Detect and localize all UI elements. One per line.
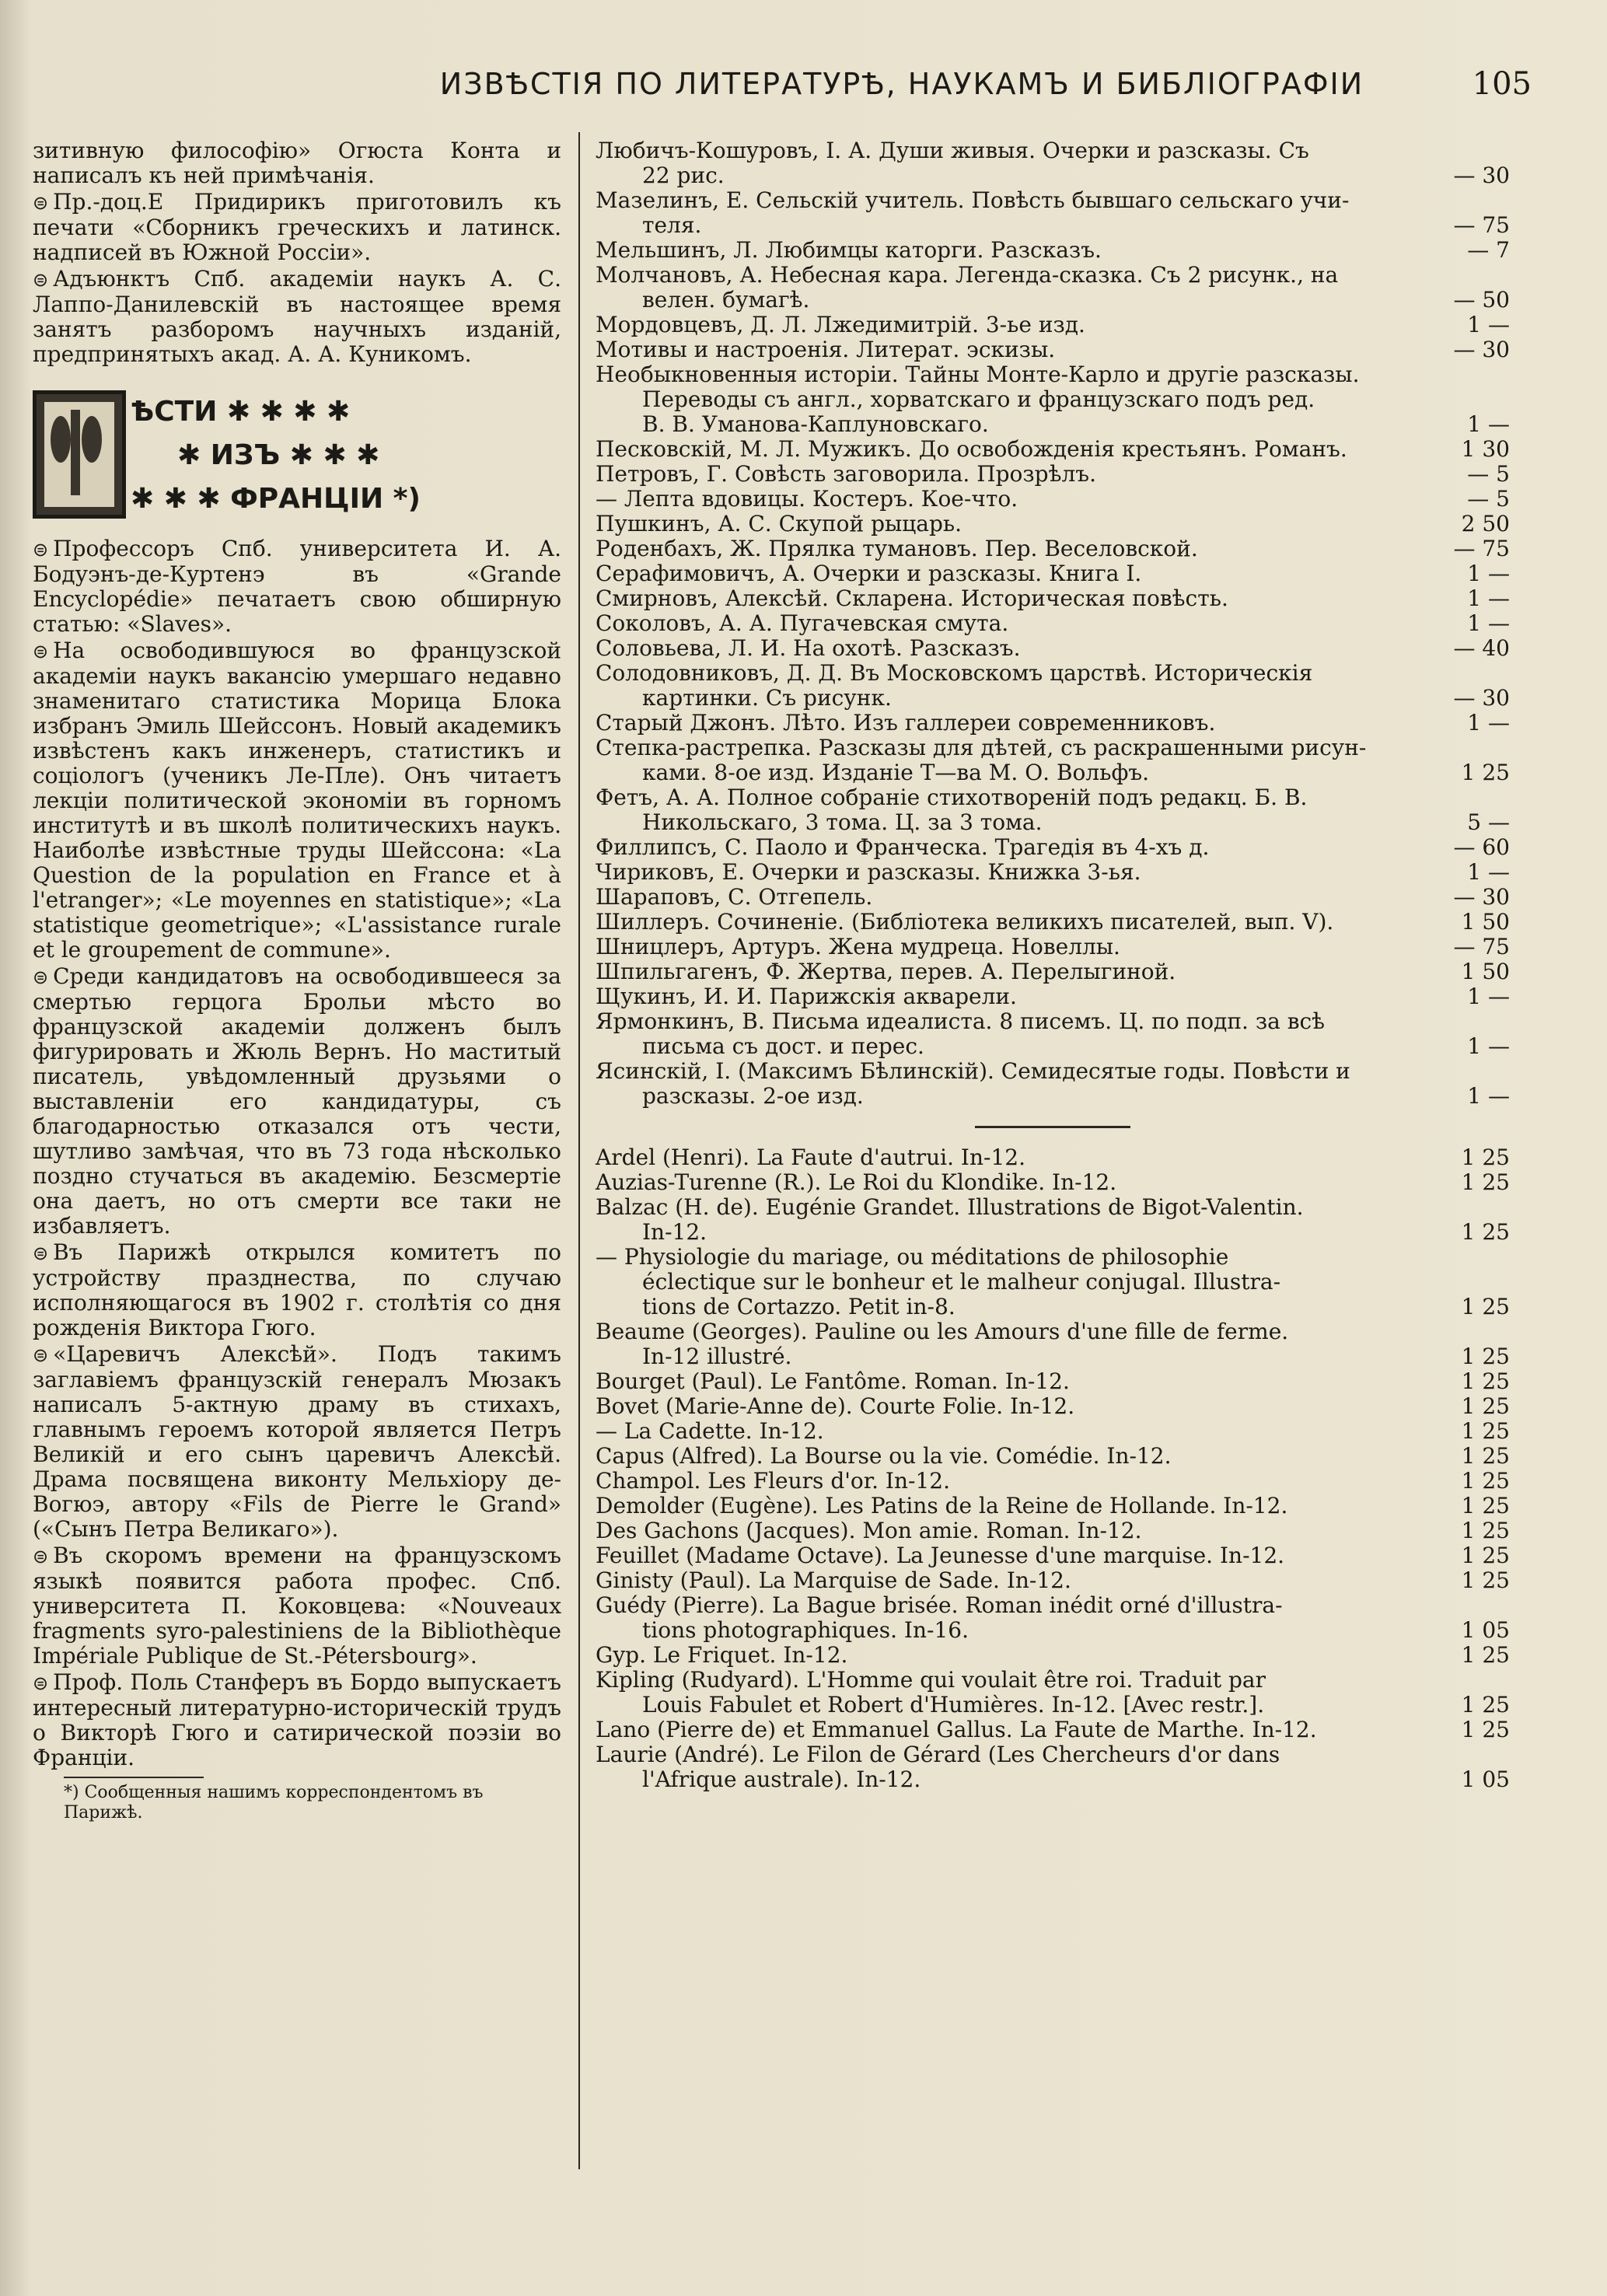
paragraph-text: Въ скоромъ времени на французскомъ языкѣ появится работа профес. Спб. университета П. Коковцева: «Nouveaux fragments syro-palestiniens de la Bibliothèque Impériale Publique de St.-Pétersbourg». bbox=[33, 1543, 561, 1669]
heading-line-3: ✱ ✱ ✱ ФРАНЦІИ *) bbox=[131, 483, 421, 515]
book-entry-line: Мазелинъ, Е. Сельскій учитель. Повѣсть бывшаго сельскаго учи- bbox=[596, 187, 1350, 213]
book-price: 1 25 bbox=[1461, 1717, 1510, 1742]
book-price: 1 25 bbox=[1461, 1518, 1510, 1543]
book-entry bbox=[596, 935, 1510, 959]
book-entry-line: Молчановъ, А. Небесная кара. Легенда-сказка. Съ 2 рисунк., на bbox=[596, 262, 1339, 288]
book-entry-line: Пушкинъ, А. С. Скупой рыцарь. bbox=[596, 511, 962, 536]
book-entry bbox=[596, 1718, 1510, 1742]
book-price: — 75 bbox=[1453, 934, 1510, 959]
book-entry bbox=[596, 1245, 1510, 1319]
book-entry-line: — La Cadette. In-12. bbox=[596, 1418, 824, 1444]
book-price: — 30 bbox=[1453, 685, 1510, 711]
bullet-icon: ⊜ bbox=[33, 1242, 49, 1264]
book-price: — 60 bbox=[1453, 834, 1510, 860]
book-entry-line: Чириковъ, Е. Очерки и разсказы. Книжка 3-ья. bbox=[596, 859, 1141, 885]
news-paragraph bbox=[33, 138, 561, 188]
book-price: — 50 bbox=[1453, 287, 1510, 313]
book-entry bbox=[596, 1369, 1510, 1394]
book-price: 1 25 bbox=[1461, 1692, 1510, 1718]
book-entry bbox=[596, 959, 1510, 984]
book-entry-line: Соловьева, Л. И. На охотѣ. Разсказъ. bbox=[596, 635, 1021, 661]
paragraph-text: На освободившуюся во французской академіи наукъ вакансію умершаго недавно знаменитаго статистика Морица Блока избранъ Эмиль Шейссонъ. Новый академикъ извѣстенъ какъ инженеръ, статистикъ и соціологъ (ученикъ Ле-Пле). Онъ читаетъ лекціи политической экономіи въ горномъ институтѣ и въ школѣ политическихъ наукъ. Наиболѣе извѣстные труды Шейссона: «La Question de la population en France et à l'etranger»; «Le moyennes en statistique»; «La statistique geometrique»; «L'assistance rurale et le groupement de commune». bbox=[33, 638, 561, 963]
book-entry bbox=[596, 1643, 1510, 1668]
book-entry-line: Петровъ, Г. Совѣсть заговорила. Прозрѣлъ. bbox=[596, 461, 1096, 487]
book-entry bbox=[596, 1059, 1510, 1109]
book-price: 1 — bbox=[1467, 411, 1510, 437]
book-entry-line: Мотивы и настроенія. Литерат. эскизы. bbox=[596, 337, 1056, 362]
book-entry-line: велен. бумагѣ. bbox=[642, 287, 810, 313]
book-entry-line: Смирновъ, Алексѣй. Скларена. Историческая повѣсть. bbox=[596, 585, 1228, 611]
book-price: — 30 bbox=[1453, 884, 1510, 910]
book-entry bbox=[596, 835, 1510, 860]
book-price: 1 25 bbox=[1461, 1418, 1510, 1444]
heading-line-2: ✱ ИЗЪ ✱ ✱ ✱ bbox=[177, 439, 380, 471]
book-entry bbox=[596, 1394, 1510, 1419]
bullet-icon: ⊜ bbox=[33, 192, 49, 214]
french-book-list bbox=[596, 1145, 1510, 1792]
book-entry-line: Роденбахъ, Ж. Прялка тумановъ. Пер. Веселовской. bbox=[596, 536, 1198, 561]
book-entry-line: Ardel (Henri). La Faute d'autrui. In-12. bbox=[596, 1145, 1025, 1170]
book-entry-line: Шараповъ, С. Отгепель. bbox=[596, 884, 873, 910]
book-entry bbox=[596, 1009, 1510, 1059]
book-entry-line: Ярмонкинъ, В. Письма идеалиста. 8 писемъ. Ц. по подп. за всѣ bbox=[596, 1008, 1326, 1034]
book-price: 1 — bbox=[1467, 710, 1510, 736]
book-entry-line: Bovet (Marie-Anne de). Courte Folie. In-12. bbox=[596, 1393, 1075, 1419]
book-entry bbox=[596, 337, 1510, 362]
book-entry bbox=[596, 1518, 1510, 1543]
book-entry bbox=[596, 1742, 1510, 1792]
book-entry-line: Шпильгагенъ, Ф. Жертва, перев. А. Перелыгиной. bbox=[596, 959, 1176, 984]
paragraph-text: Проф. Поль Станферъ въ Бордо выпускаетъ интересный литературно-историческій трудъ о Викторѣ Гюго и сатирической поэзіи во Франціи. bbox=[33, 1669, 561, 1770]
bullet-icon: ⊜ bbox=[33, 1546, 49, 1567]
paragraph-text: зитивную философію» Огюста Конта и написалъ къ ней примѣчанія. bbox=[33, 138, 561, 188]
book-entry bbox=[596, 487, 1510, 512]
book-entry-line: Фетъ, А. А. Полное собраніе стихотвореній подъ редакц. Б. В. bbox=[596, 785, 1308, 810]
book-price: — 40 bbox=[1453, 635, 1510, 661]
book-price: 1 25 bbox=[1461, 1294, 1510, 1319]
paragraph-text: Пр.-доц.Е Придирикъ приготовилъ къ печати «Сборникъ греческихъ и латинск. надписей въ Южной Россіи». bbox=[33, 189, 561, 265]
book-entry-line: Beaume (Georges). Pauline ou les Amours d'une fille de ferme. bbox=[596, 1319, 1289, 1344]
book-entry bbox=[596, 636, 1510, 661]
book-entry bbox=[596, 1419, 1510, 1444]
book-entry-line: Demolder (Eugène). Les Patins de la Reine de Hollande. In-12. bbox=[596, 1493, 1288, 1518]
book-price: 1 — bbox=[1467, 561, 1510, 586]
book-entry-line: Шницлеръ, Артуръ. Жена мудреца. Новеллы. bbox=[596, 934, 1120, 959]
book-entry-line: Laurie (André). Le Filon de Gérard (Les Chercheurs d'or dans bbox=[596, 1742, 1280, 1767]
book-entry bbox=[596, 785, 1510, 835]
news-paragraph bbox=[33, 638, 561, 963]
book-entry-line: tions de Cortazzo. Petit in-8. bbox=[642, 1294, 955, 1319]
book-price: 1 25 bbox=[1461, 1368, 1510, 1394]
news-paragraph bbox=[33, 1543, 561, 1669]
book-price: 5 — bbox=[1467, 809, 1510, 835]
paragraph-text: Профессоръ Спб. университета И. А. Бодуэнъ-де-Куртенэ въ «Grande Encyclopédie» печатаетъ свою обширную статью: «Slaves». bbox=[33, 536, 561, 637]
news-paragraph bbox=[33, 1342, 561, 1542]
book-entry bbox=[596, 661, 1510, 711]
right-column bbox=[596, 138, 1510, 1792]
column-divider bbox=[578, 132, 580, 2169]
book-price: 1 — bbox=[1467, 859, 1510, 885]
news-paragraph bbox=[33, 1240, 561, 1340]
book-price: 1 25 bbox=[1461, 1543, 1510, 1568]
book-entry-line: Balzac (H. de). Eugénie Grandet. Illustrations de Bigot-Valentin. bbox=[596, 1194, 1304, 1220]
book-entry-line: Мельшинъ, Л. Любимцы каторги. Разсказъ. bbox=[596, 237, 1102, 263]
paragraph-text: «Царевичъ Алексѣй». Подъ такимъ заглавіемъ французскій генералъ Мюзакъ написалъ 5-актную драму въ стихахъ, главнымъ героемъ которой является Петръ Великій и его сынъ царевичъ Алексѣй. Драма посвящена виконту Мельхіору де-Вогюэ, автору «Fils de Pierre le Grand» («Сынъ Петра Великаго»). bbox=[33, 1341, 561, 1542]
book-entry bbox=[596, 1319, 1510, 1369]
book-entry-line: Филлипсъ, С. Паоло и Франческа. Трагедія въ 4-хъ д. bbox=[596, 834, 1210, 860]
book-entry bbox=[596, 512, 1510, 536]
book-price: 1 50 bbox=[1461, 959, 1510, 984]
book-entry-line: Песковскій, М. Л. Мужикъ. До освобожденія крестьянъ. Романъ. bbox=[596, 436, 1347, 462]
book-entry-line: Des Gachons (Jacques). Mon amie. Roman. In-12. bbox=[596, 1518, 1142, 1543]
book-entry bbox=[596, 238, 1510, 263]
book-price: 1 — bbox=[1467, 1033, 1510, 1059]
book-price: 1 30 bbox=[1461, 436, 1510, 462]
book-entry bbox=[596, 1469, 1510, 1494]
book-price: 1 25 bbox=[1461, 1169, 1510, 1195]
book-price: 1 — bbox=[1467, 984, 1510, 1009]
ornamental-initial-icon bbox=[33, 390, 126, 519]
book-entry bbox=[596, 1195, 1510, 1245]
book-price: — 7 bbox=[1467, 237, 1510, 263]
book-entry bbox=[596, 188, 1510, 238]
bullet-icon: ⊜ bbox=[33, 966, 49, 988]
book-entry bbox=[596, 586, 1510, 611]
book-entry-line: Любичъ-Кошуровъ, І. А. Души живыя. Очерки и разсказы. Съ bbox=[596, 138, 1309, 163]
book-price: 1 25 bbox=[1461, 1393, 1510, 1419]
book-price: — 30 bbox=[1453, 163, 1510, 188]
page-number: 105 bbox=[1472, 66, 1532, 102]
book-entry bbox=[596, 910, 1510, 935]
book-entry-line: Feuillet (Madame Octave). La Jeunesse d'une marquise. In-12. bbox=[596, 1543, 1285, 1568]
book-entry-line: éclectique sur le bonheur et le malheur conjugal. Illustra- bbox=[642, 1269, 1281, 1295]
book-price: 1 05 bbox=[1461, 1767, 1510, 1792]
book-entry bbox=[596, 885, 1510, 910]
book-price: 1 50 bbox=[1461, 909, 1510, 935]
book-price: 1 — bbox=[1467, 585, 1510, 611]
book-entry-line: Champol. Les Fleurs d'or. In-12. bbox=[596, 1468, 950, 1494]
book-price: — 75 bbox=[1453, 536, 1510, 561]
book-entry-line: Capus (Alfred). La Bourse ou la vie. Comédie. In-12. bbox=[596, 1443, 1172, 1469]
book-entry-line: разсказы. 2-ое изд. bbox=[642, 1083, 864, 1109]
book-entry-line: — Лепта вдовицы. Костеръ. Кое-что. bbox=[596, 486, 1018, 512]
book-entry bbox=[596, 263, 1510, 313]
footnote-rule bbox=[64, 1777, 204, 1778]
book-entry-line: — Physiologie du mariage, ou méditations de philosophie bbox=[596, 1244, 1229, 1270]
book-price: 1 25 bbox=[1461, 1642, 1510, 1668]
book-entry-line: Щукинъ, И. И. Парижскія акварели. bbox=[596, 984, 1017, 1009]
bullet-icon: ⊜ bbox=[33, 269, 49, 291]
book-entry-line: ками. 8-ое изд. Изданіе Т—ва М. О. Вольфъ. bbox=[642, 760, 1150, 785]
book-entry-line: Старый Джонъ. Лѣто. Изъ галлереи современниковъ. bbox=[596, 710, 1216, 736]
bullet-icon: ⊜ bbox=[33, 539, 49, 561]
news-paragraph bbox=[33, 964, 561, 1239]
book-entry-line: Никольскаго, 3 тома. Ц. за 3 тома. bbox=[642, 809, 1043, 835]
book-entry-line: Auzias-Turenne (R.). Le Roi du Klondike. In-12. bbox=[596, 1169, 1117, 1195]
book-entry bbox=[596, 138, 1510, 188]
book-entry-line: Переводы съ англ., хорватскаго и французскаго подъ ред. bbox=[642, 386, 1315, 412]
book-entry-line: письма съ дост. и перес. bbox=[642, 1033, 924, 1059]
paragraph-text: Адъюнктъ Спб. академіи наукъ А. С. Лаппо-Данилевскій въ настоящее время занятъ разборомъ научныхъ изданій, предпринятыхъ акад. А. А. Куникомъ. bbox=[33, 266, 561, 367]
left-bottom-paragraphs bbox=[33, 536, 561, 1770]
book-entry-line: 22 рис. bbox=[642, 163, 725, 188]
book-price: — 5 bbox=[1467, 486, 1510, 512]
book-entry bbox=[596, 1494, 1510, 1518]
book-price: 1 25 bbox=[1461, 1567, 1510, 1593]
book-entry-line: In-12 illustré. bbox=[642, 1344, 792, 1369]
book-price: 1 — bbox=[1467, 312, 1510, 337]
book-entry-line: Bourget (Paul). Le Fantôme. Roman. In-12. bbox=[596, 1368, 1070, 1394]
book-entry bbox=[596, 1593, 1510, 1643]
book-entry-line: В. В. Уманова-Каплуновскаго. bbox=[642, 411, 989, 437]
book-entry-line: l'Afrique australe). In-12. bbox=[642, 1767, 921, 1792]
book-entry bbox=[596, 1568, 1510, 1593]
left-top-paragraphs bbox=[33, 138, 561, 367]
book-entry-line: Степка-растрепка. Разсказы для дѣтей, съ раскрашенными рисун- bbox=[596, 735, 1367, 760]
book-price: — 30 bbox=[1453, 337, 1510, 362]
book-entry-line: Серафимовичъ, А. Очерки и разсказы. Книга І. bbox=[596, 561, 1142, 586]
book-entry bbox=[596, 711, 1510, 736]
book-entry bbox=[596, 437, 1510, 462]
book-price: 1 — bbox=[1467, 610, 1510, 636]
book-price: 1 — bbox=[1467, 1083, 1510, 1109]
book-entry-line: Guédy (Pierre). La Bague brisée. Roman inédit orné d'illustra- bbox=[596, 1592, 1283, 1618]
paragraph-text: Въ Парижѣ открылся комитетъ по устройству празднества, по случаю исполняющагося въ 1902 г. столѣтія со дня рожденія Виктора Гюго. bbox=[33, 1239, 561, 1340]
book-entry-line: Ясинскій, І. (Максимъ Бѣлинскій). Семидесятые годы. Повѣсти и bbox=[596, 1058, 1350, 1084]
book-price: 1 25 bbox=[1461, 1443, 1510, 1469]
footnote: *) Сообщенныя нашимъ корреспондентомъ въ Парижѣ. bbox=[64, 1783, 484, 1822]
book-entry bbox=[596, 462, 1510, 487]
book-entry bbox=[596, 984, 1510, 1009]
book-entry bbox=[596, 1444, 1510, 1469]
list-separator bbox=[975, 1126, 1130, 1128]
news-paragraph bbox=[33, 536, 561, 637]
book-entry bbox=[596, 1145, 1510, 1170]
book-price: 1 25 bbox=[1461, 1468, 1510, 1494]
book-entry-line: Ginisty (Paul). La Marquise de Sade. In-12. bbox=[596, 1567, 1071, 1593]
book-entry-line: картинки. Съ рисунк. bbox=[642, 685, 892, 711]
book-entry bbox=[596, 1668, 1510, 1718]
book-price: 1 25 bbox=[1461, 1145, 1510, 1170]
news-paragraph bbox=[33, 267, 561, 367]
book-price: 1 25 bbox=[1461, 1344, 1510, 1369]
book-entry bbox=[596, 1170, 1510, 1195]
book-entry-line: теля. bbox=[642, 212, 702, 238]
book-price: 1 05 bbox=[1461, 1617, 1510, 1643]
book-entry bbox=[596, 736, 1510, 785]
bullet-icon: ⊜ bbox=[33, 1672, 49, 1694]
book-price: — 5 bbox=[1467, 461, 1510, 487]
book-entry-line: Необыкновенныя исторіи. Тайны Монте-Карло и другіе разсказы. bbox=[596, 362, 1360, 387]
book-entry-line: Louis Fabulet et Robert d'Humières. In-12. [Avec restr.]. bbox=[642, 1692, 1265, 1718]
news-paragraph bbox=[33, 1670, 561, 1770]
book-entry-line: Шиллеръ. Сочиненіе. (Библіотека великихъ писателей, вып. V). bbox=[596, 909, 1334, 935]
heading-line-1: ѢСТИ ✱ ✱ ✱ ✱ bbox=[131, 396, 351, 428]
book-price: 1 25 bbox=[1461, 1219, 1510, 1245]
bullet-icon: ⊜ bbox=[33, 1344, 49, 1366]
book-entry-line: Kipling (Rudyard). L'Homme qui voulait être roi. Traduit par bbox=[596, 1667, 1266, 1693]
news-paragraph bbox=[33, 190, 561, 265]
book-price: 2 50 bbox=[1461, 511, 1510, 536]
book-entry-line: tions photographiques. In-16. bbox=[642, 1617, 969, 1643]
book-entry bbox=[596, 313, 1510, 337]
bullet-icon: ⊜ bbox=[33, 641, 49, 662]
book-price: — 75 bbox=[1453, 212, 1510, 238]
book-entry-line: Солодовниковъ, Д. Д. Въ Московскомъ царствѣ. Историческія bbox=[596, 660, 1313, 686]
book-price: 1 25 bbox=[1461, 1493, 1510, 1518]
book-entry-line: In-12. bbox=[642, 1219, 707, 1245]
book-entry bbox=[596, 536, 1510, 561]
running-header: ИЗВѢСТІЯ ПО ЛИТЕРАТУРѢ, НАУКАМЪ И БИБЛІОГРАФІИ bbox=[439, 67, 1364, 101]
book-entry bbox=[596, 561, 1510, 586]
book-entry bbox=[596, 1543, 1510, 1568]
book-entry-line: Соколовъ, А. А. Пугачевская смута. bbox=[596, 610, 1009, 636]
left-column bbox=[33, 138, 561, 1823]
book-entry bbox=[596, 860, 1510, 885]
russian-book-list bbox=[596, 138, 1510, 1109]
book-entry bbox=[596, 611, 1510, 636]
book-entry-line: Мордовцевъ, Д. Л. Лжедимитрій. 3-ье изд. bbox=[596, 312, 1085, 337]
book-entry-line: Gyp. Le Friquet. In-12. bbox=[596, 1642, 848, 1668]
book-entry bbox=[596, 362, 1510, 437]
book-entry-line: Lano (Pierre de) et Emmanuel Gallus. La Faute de Marthe. In-12. bbox=[596, 1717, 1317, 1742]
book-price: 1 25 bbox=[1461, 760, 1510, 785]
paragraph-text: Среди кандидатовъ на освободившееся за смертью герцога Брольи мѣсто во французской академіи долженъ былъ фигурировать и Жюль Вернъ. Но маститый писатель, увѣдомленный друзьями о выставленіи его кандидатуры, съ благодарностью отказался отъ чести, шутливо замѣчая, что въ 73 года нѣсколько поздно стучаться въ академію. Безсмертіе она даетъ, но отъ смерти все таки не избавляетъ. bbox=[33, 963, 561, 1239]
section-heading bbox=[33, 390, 561, 521]
